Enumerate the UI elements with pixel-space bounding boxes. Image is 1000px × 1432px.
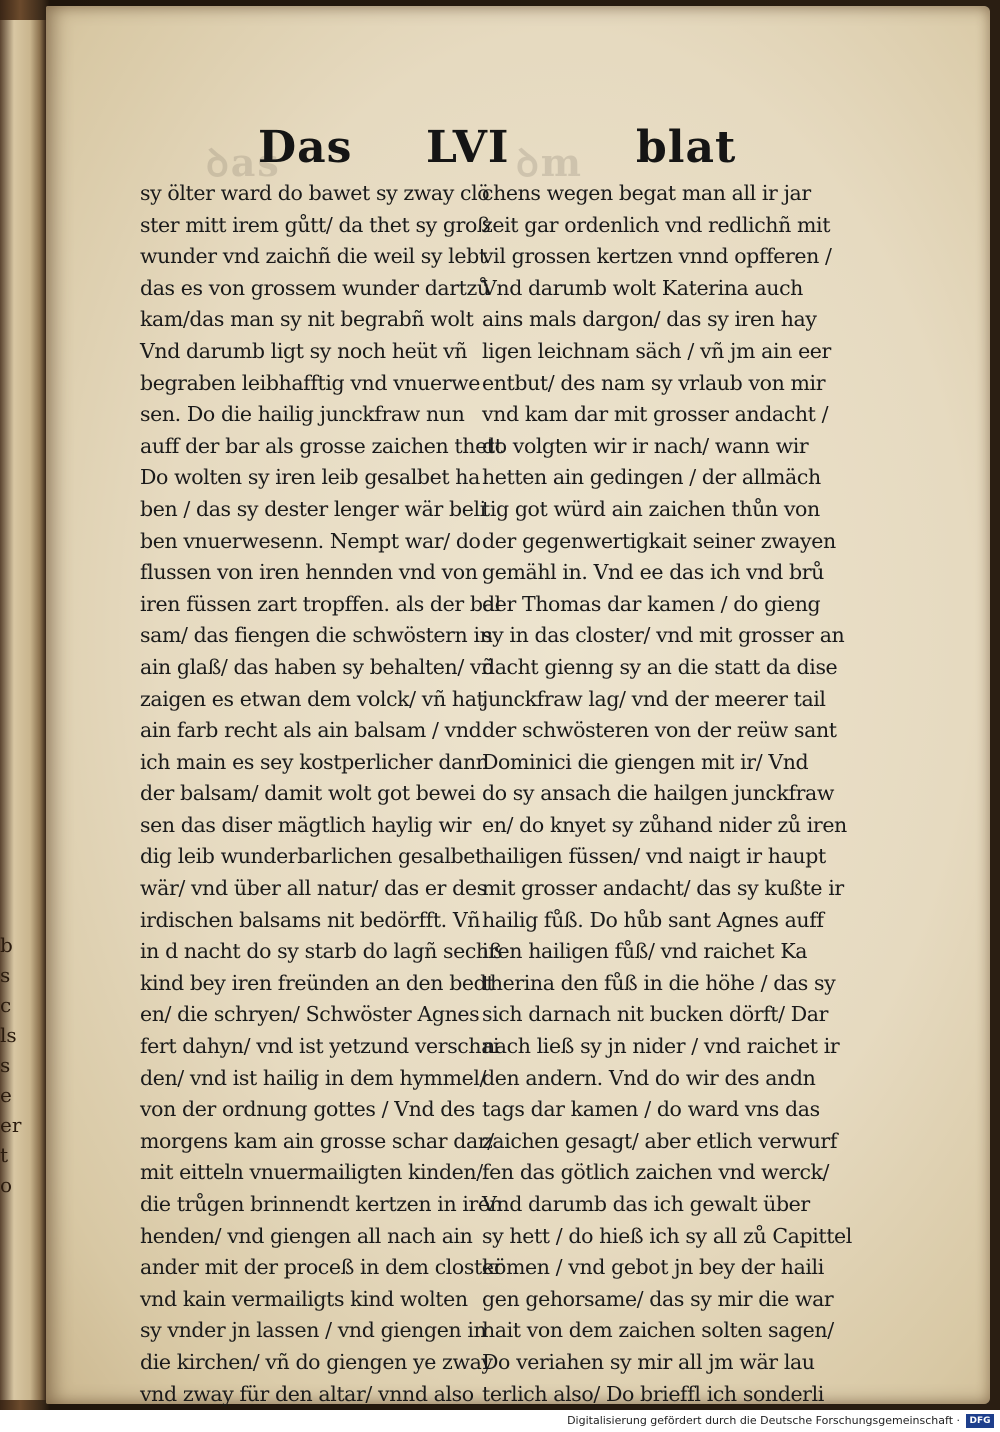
digitization-footer [0, 1410, 1000, 1432]
text-line: auff der bar als grosse zaichen thett [140, 433, 503, 458]
text-line: Vnd darumb wolt Katerina auch [482, 275, 803, 300]
text-line: sam/ das fiengen die schwöstern in [140, 623, 493, 648]
text-line: mit eitteln vnuermailigten kinden/ [140, 1160, 483, 1185]
text-line: en/ die schryen/ Schwöster Agnes [140, 1002, 480, 1027]
text-line: von der ordnung gottes / Vnd des [140, 1097, 475, 1122]
margin-fragment: c [0, 993, 12, 1017]
text-line: do sy ansach die hailgen junckfraw [482, 781, 835, 806]
text-line: das es von grossem wunder dartzů [140, 275, 490, 300]
text-line: Vnd darumb ligt sy noch heüt vñ [140, 338, 468, 363]
text-line: tags dar kamen / do ward vns das [482, 1097, 820, 1122]
text-line: ligen leichnam säch / vñ jm ain eer [482, 338, 831, 363]
text-line: in d nacht do sy starb do lagñ sechß [140, 939, 503, 964]
left-margin-fragments [0, 930, 22, 1200]
header-right-word: blat [636, 122, 737, 173]
text-line: der gegenwertigkait seiner zwayen [482, 528, 836, 553]
text-line: kam/das man sy nit begrabñ wolt [140, 307, 474, 332]
text-line: sy hett / do hieß ich sy all zů Capittel [482, 1223, 852, 1248]
margin-fragment: t [0, 1143, 9, 1167]
text-line: chens wegen begat man all ir jar [482, 181, 811, 205]
text-line: iren hailigen fůß/ vnd raichet Ka [482, 939, 808, 964]
text-line: therina den fůß in die höhe / das sy [482, 970, 836, 995]
text-line: sy in das closter/ vnd mit grosser an [482, 623, 845, 648]
text-line: vnd zway für den altar/ vnnd also [140, 1381, 474, 1406]
text-line: mit grosser andacht/ das sy kußte ir [482, 876, 844, 901]
text-line: hailig fůß. Do hůb sant Agnes auff [482, 907, 824, 932]
margin-fragment: ls [0, 1023, 17, 1047]
text-line: hait von dem zaichen solten sagen/ [482, 1318, 834, 1343]
text-line: ster mitt irem gůtt/ da thet sy groß [140, 212, 491, 237]
text-line: flussen von iren hennden vnd von [140, 560, 478, 585]
text-line: fert dahyn/ vnd ist yetzund verschai [140, 1034, 500, 1059]
header-left-word: Das [258, 122, 353, 173]
text-line: iren füssen zart tropffen. als der bal [140, 591, 501, 616]
text-line: der balsam/ damit wolt got bewei [140, 781, 476, 806]
text-line: irdischen balsams nit bedörfft. Vñ [140, 907, 481, 932]
text-line: zaichen gesagt/ aber etlich verwurf [482, 1128, 838, 1153]
text-line: die trůgen brinnendt kertzen in iren [140, 1192, 503, 1216]
text-line: die kirchen/ vñ do giengen ye zway [140, 1349, 493, 1374]
text-line: tig got würd ain zaichen thůn von [482, 496, 820, 521]
text-line: dig leib wunderbarlichen gesalbet [140, 844, 483, 869]
text-line: der Thomas dar kamen / do gieng [482, 591, 821, 616]
text-line: wunder vnd zaichñ die weil sy lebt [140, 244, 487, 269]
left-text-column [140, 178, 503, 1410]
text-line: kind bey iren freünden an den bedt [140, 970, 495, 995]
text-line: dacht gienng sy an die statt da dise [482, 654, 838, 679]
text-line: den andern. Vnd do wir des andn [482, 1065, 816, 1090]
show-through-text-left: ꝺas [206, 140, 281, 185]
show-through-text-right: ꝺm [516, 140, 583, 185]
text-line: vnd kain vermailigts kind wolten [140, 1286, 468, 1311]
text-line: nach ließ sy jn nider / vnd raichet ir [482, 1034, 840, 1059]
text-line: hetten ain gedingen / der allmäch [482, 465, 821, 490]
text-line: Do wolten sy iren leib gesalbet ha [140, 465, 480, 490]
text-line: hailigen füssen/ vnd naigt ir haupt [482, 844, 826, 869]
text-line: do volgten wir ir nach/ wann wir [482, 433, 809, 458]
margin-fragment: e [0, 1083, 12, 1107]
text-line: ains mals dargon/ das sy iren hay [482, 307, 817, 332]
text-line: Do veriahen sy mir all jm wär lau [482, 1349, 815, 1374]
right-text-column [482, 178, 852, 1410]
text-line: ain glaß/ das haben sy behalten/ vñ [140, 654, 494, 679]
text-line: en/ do knyet sy zůhand nider zů iren [482, 812, 847, 837]
text-line: sy ölter ward do bawet sy zway clö [140, 181, 490, 205]
text-line: den/ vnd ist hailig in dem hymmel/ [140, 1065, 487, 1090]
text-line: fen das götlich zaichen vnd werck/ [482, 1160, 830, 1185]
text-line: vnd kam dar mit grosser andacht / [482, 402, 829, 427]
text-line: sen das diser mägtlich haylig wir [140, 812, 472, 837]
text-line: Vnd darumb das ich gewalt über [482, 1192, 810, 1216]
text-line: sy vnder jn lassen / vnd giengen in [140, 1318, 487, 1343]
funding-credit: Digitalisierung gefördert durch die Deutsche Forschungsgemeinschaft · [567, 1414, 960, 1427]
text-line: gemähl in. Vnd ee das ich vnd brů [482, 560, 824, 585]
text-line: sen. Do die hailig junckfraw nun [140, 402, 465, 427]
text-line: zeit gar ordenlich vnd redlichñ mit [482, 212, 831, 237]
text-line: morgens kam ain grosse schar dar/ [140, 1128, 494, 1153]
margin-fragment: s [0, 963, 11, 987]
text-line: entbut/ des nam sy vrlaub von mir [482, 370, 826, 395]
text-line: Dominici die giengen mit ir/ Vnd [482, 749, 809, 774]
text-line: wär/ vnd über all natur/ das er des [140, 876, 487, 901]
running-header [0, 122, 1000, 182]
text-line: zaigen es etwan dem volck/ vñ hat [140, 686, 485, 711]
text-line: ich main es sey kostperlicher dann [140, 749, 489, 774]
text-line: sich darnach nit bucken dörft/ Dar [482, 1002, 829, 1027]
text-line: ander mit der proceß in dem closter [140, 1255, 503, 1280]
text-line: kömen / vnd gebot jn bey der haili [482, 1255, 824, 1280]
text-line: ben vnuerwesenn. Nempt war/ do [140, 528, 481, 553]
margin-fragment: er [0, 1113, 22, 1137]
text-line: gen gehorsame/ das sy mir die war [482, 1286, 834, 1311]
dfg-logo: DFG [966, 1414, 994, 1428]
text-line: begraben leibhafftig vnd vnuerwe [140, 370, 480, 395]
text-line: ben / das sy dester lenger wär beli [140, 496, 486, 521]
header-folio-number: LVI [426, 122, 510, 173]
text-line: ain farb recht als ain balsam / vnd [140, 718, 482, 743]
margin-fragment: o [0, 1173, 13, 1197]
text-line: der schwösteren von der reüw sant [482, 718, 837, 743]
text-line: vil grossen kertzen vnnd opfferen / [482, 244, 832, 269]
text-line: henden/ vnd giengen all nach ain [140, 1223, 473, 1248]
margin-fragment: b [0, 933, 13, 957]
text-line: terlich also/ Do brieffl ich sonderli [482, 1381, 824, 1406]
margin-fragment: s [0, 1053, 11, 1077]
text-line: junckfraw lag/ vnd der meerer tail [482, 686, 826, 711]
